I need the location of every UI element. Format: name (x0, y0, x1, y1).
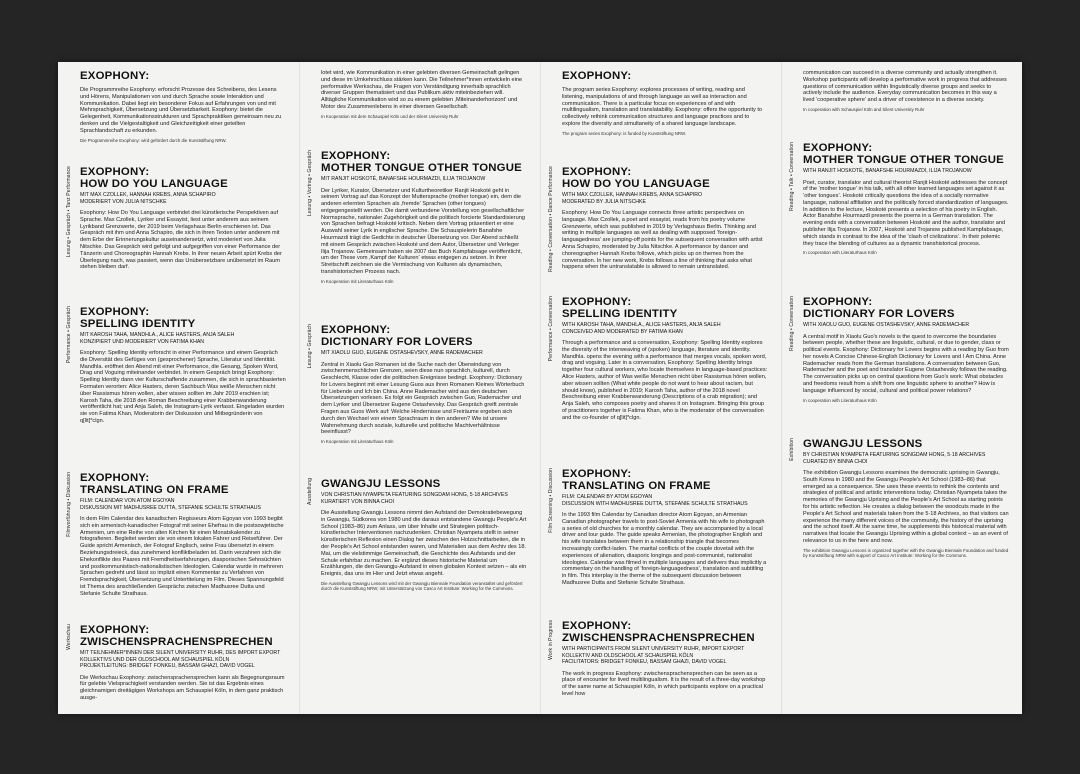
section-title: EXOPHONY: SPELLING IDENTITY (562, 296, 678, 320)
section-translating-on-frame (66, 472, 286, 620)
section-translating-on-frame (548, 468, 768, 616)
section-body: The exhibition Gwangju Lessons examines the democratic uprising in Gwangju, South Korea in 1980 and the Gwangju People's Art School (1983–86) that emerged as a consequence. She uses these events to rethink the contents and strategies of political and artistic interventions today. Christian Nyampeta takes the memories of the Gwangju Uprising and the People's Art School as starting points for his artistic reflection. He creates a dialog between the woodcuts made in the People's Art School and materials taken from the 5·18 Archives, so that visitors can experience the many different voices of the community, the history of the uprising and the school itself. At the same time, he supplements this historical material with narratives that locate the Gwangju Uprising within a global context – as an event of relevance to us in the here and now. (803, 470, 1009, 544)
section-tag: Reading • Conversation • Dance Performance (548, 166, 554, 272)
section-tag: Film Screening • Discussion (548, 468, 554, 533)
section-note: Die Programmreihe Exophony: wird gefördert durch die Kunststiftung NRW. (80, 137, 227, 143)
section-dictionary-for-lovers (789, 296, 1009, 434)
section-body: Der Lyriker, Kurator, Übersetzer und Kulturtheoretiker Ranjit Hoskoté geht in seinem Vortrag auf das Konzept der Muttersprache (mother tongue) ein, dem die anderen erlernten Sprachen als ‚fremde‘ Sprachen (other tongues) entgegengestellt werden. Die damit verbundene Vorstellung von gesellschaftlicher Normsprache, nationaler Zugehörigkeit und die politisch forcierte Standardisierung von Sprachen befragt Hoskoté kritisch. Neben dem Vortrag präsentiert er eine Auswahl seiner Lyrik in englischer Sprache. Die Schauspielerin Banafshe Hourmazdi trägt die Gedichte in deutscher Übersetzung vor. Der Abend schließt mit einem Gespräch zwischen Hoskoté und dem Autor, Übersetzer und Verleger Ilija Trojanow. Gemeinsam haben sie 2007 das Buch Kampfabsage veröffentlicht, um der These vom ‚Kampf der Kulturen‘ etwas entgegen zu setzen. In ihrer Streitschrift zeichnen sie die Vermischung von Kulturen als dynamischen, transhistorischen Prozess nach. (321, 187, 525, 276)
section-tag: Lesung • Gespräch (307, 324, 313, 369)
section-credit: MIT KAROSH TAHA, MANDHLA., ALICE HASTERS, ANJA SALEH KONZIPIERT UND MODERIERT VON FATIMA KHAN (80, 332, 235, 345)
section-note: In Kooperation mit Literaturhaus Köln (321, 439, 394, 445)
section-mother-tongue (789, 142, 1009, 292)
section-dictionary-for-lovers (307, 324, 527, 470)
section-credit: MIT RANJIT HOSKOTÉ, BANAFSHE HOURMAZDI, ILIJA TROJANOW (321, 176, 486, 182)
section-tag: Reading • Talk • Conversation (789, 142, 795, 211)
section-tag: Filmvorführung • Diskussion (66, 472, 72, 537)
section-body: The work in progress Exophony: zwischensprachensprechen can be seen as a place of encounter for lived multilingualism. It is the result of a three-day workshop of the same name at Schauspiel Köln, in which participants explore on a practical level how (562, 670, 766, 697)
section-body: Zentral in Xiaolu Guo Romanen ist die Suche nach der Überwindung von zwischenmenschlichen Grenzen, seien diese nun sprachlich, kulturell, durch Geschlecht, Klasse oder die politischen Ereignisse bedingt. Exophony: Dictionary for Lovers beginnt mit einer Lesung Guos aus ihren Romanen Kleines Wörterbuch für Liebende und Ich bin China. Anne Rademacher wird aus den deutschen Übersetzungen vorlesen. Es folgt ein Gespräch zwischen Guo, Rademacher und dem Lyriker und Übersetzer Eugene Ostashevsky. Das Gespräch greift zentrale Fragen aus Guos Werk auf: Welche Hindernisse und Freiräume ergeben sich durch den Wechsel von einem Sprachraum in den anderen? Wie ist unsere Wahrnehmung durch soziale, kulturelle und politische Machtverhältnisse beeinflusst? (321, 361, 525, 436)
section-body: The program series Exophony: explores processes of writing, reading and listening, manipulations of and through language as well as interaction and communication. There is a particular focus on experiences of and with multilingualism, translation and translatability. Exophony: offers the opportunity to collectively rethink communication structures and language practices and to explore the diversity and simultaneity of a shared language landscape. (562, 87, 763, 127)
panel-german-1 (64, 70, 292, 710)
section-body: Die Werkschau Exophony: zwischensprachensprechen kann als Begegnungsraum für gelebte Vielsprachigkeit verstanden werden. Sie ist das Ergebnis eines gleichnamigen dreitägigen Workshops am Schauspiel Köln, in dem ganz praktisch ausge- (80, 674, 285, 701)
fold-line (540, 62, 541, 714)
section-title: EXOPHONY: HOW DO YOU LANGUAGE (80, 166, 228, 190)
section-mother-tongue (307, 150, 527, 320)
section-body: communication can succeed in a diverse community and actually strengthen it. Workshop participants will develop a performative work in progress that addresses questions of communication within linguistically diverse groups and seeks to actively include the audience. Everyday communication becomes in this way a lived ‘cooperative sphere’ and a driver of coexistence in a diverse society. (803, 70, 1007, 104)
section-body: Poet, curator, translator and cultural theorist Ranjit Hoskoté addresses the concept of the ‘mother tongue’ in his talk, with all other learned languages set against it as ‘other tongues’. Hoskoté critically questions the idea of a socially normative language, national affiliation and the politically forced standardization of languages. In addition to the lecture, Hoskoté presents a selection of his poetry in English. Actor Banafshe Hourmazdi presents the poems in a German translation. The evening ends with a conversation between Hoskoté and the author, translator and publisher Ilija Trojanow. In 2007, Hoskoté and Trojanow published Kampfabsage, which stands in contrast to the idea of the ‘clash of civilizations’. In their polemic they trace the blending of cultures as a dynamic transhistorical process. (803, 179, 1009, 247)
section-tag: Reading • Conversation (789, 296, 795, 351)
panel-english-2 (787, 70, 1015, 710)
section-credit: MIT MAX CZOLLEK, HANNAH KREBS, ANNA SCHAPIRO MODERIERT VON JULIA NITSCHKE (80, 192, 216, 205)
section-note: In Kooperation mit Literaturhaus Köln (321, 278, 394, 284)
section-title: EXOPHONY: (562, 70, 632, 82)
section-title: GWANGJU LESSONS (321, 478, 441, 490)
fold-line (299, 62, 300, 714)
section-credit: MIT TEILNEHMER*INNEN DER SILENT UNIVERSITY RUHR, DES IMPORT EXPORT KOLLEKTIVS UND DER OLDSCHOOL AM SCHAUSPIEL KÖLN PROJEKTLEITUNG: BRIDGET FONKEU, BASSAM GHAZI, DAVID VOGEL (80, 650, 281, 669)
section-title: EXOPHONY: (80, 70, 150, 82)
section-body: Through a performance and a conversation, Exophony: Spelling Identity explores the diversity of the interweaving of (spoken) language, literature and identity. Mandhla. opens the evening with a performance that merges vocals, spoken word, drag and voguing. Later in a conversation, Exophony: Spelling Identity brings together four cultural workers, who locate themselves in language-based practices: Alice Hasters, author of Was weiße Menschen nicht über Rassismus hören wollen, aber wissen sollten (What white people do not want to hear about racism, but should know), published in 2019; Karosh Taha, author of the 2018 novel Beschreibung einer Krabbenwanderung (Descriptions of a crab migration); and Anja Saleh, who composes poetry and shares it on Instagram. Bringing this group of practitioners together is Fatima Khan, who is the moderator of the conversation and the co-founder of q[lit]*clgn. (562, 340, 768, 421)
panel-german-2 (305, 70, 533, 710)
section-credit: FILM: CALENDAR BY ATOM EGOYAN DISCUSSION WITH MADHUSREE DUTTA, STEFANIE SCHULTE STRATHAUS (562, 494, 748, 507)
section-credit: BY CHRISTIAN NYAMPETA FEATURING SONGDAM HONG, 5·18 ARCHIVES CURATED BY BINNA CHOI (803, 452, 986, 465)
section-body: lotet wird, wie Kommunikation in einer gelebten diversen Gemeinschaft gelingen und diese im Umkehrschluss stärken kann. Die Teilnehmer*innen entwickeln eine performative Werkschau, die Fragen von Verständigung innerhalb sprachlich diverser Gruppen thematisiert und das Publikum aktiv miteinbeziehen will. Alltägliche Kommunikation wird so zu einem gelebten ‚Miteinanderhorizont‘ und Motor des Zusammenlebens in einer diversen Gesellschaft. (321, 70, 523, 110)
section-title: EXOPHONY: DICTIONARY FOR LOVERS (321, 324, 473, 348)
section-body: In the 1993 film Calendar by Canadian director Atom Egoyan, an Armenian Canadian photographer travels to post-Soviet Armenia with his wife to photograph a series of old churches for a monthly calendar. They are accompanied by a local driver and tour guide. The guide speaks Armenian, the photographer English and his wife translates between them in a relationship triangle that becomes increasingly conflict-laden. The marital conflicts of the couple dovetail with the experiences of alienation, diasporic longings and post-communist, nationalist ideologies. Calendar was filmed in multiple languages and delivers thus implicitly a commentary on the handling of ‘foreign-languagedness’, translation and subtitling in film. This interplay is the theme of the subsequent discussion between Madhusree Dutta and Stefanie Schulte Strathaus. (562, 512, 767, 586)
section-tag: Exhibition (789, 438, 795, 461)
section-credit: WITH XIAOLU GUO, EUGENE OSTASHEVSKY, ANNE RADEMACHER (803, 322, 970, 328)
section-tag: Work in Progress (548, 620, 554, 660)
section-exophony-intro (80, 70, 286, 162)
section-body: Die Ausstellung Gwangju Lessons nimmt den Aufstand der Demokratiebewegung in Gwangju, Südkorea von 1980 und die daraus entstandene Gwangju People's Art School (1983–86) zum Anlass, um über Inhalte und Strategien politisch-künstlerischer Interventionen nachzudenken. Christian Nyampeta stellt in seiner künstlerischen Reflexion einen Dialog her zwischen den Holzschnittarbeiten, die in der People's Art School entstanden waren, und Materialien aus dem Archiv des 18. Mai, um die vielstimmige Gemeinschaft, die Geschichte des Aufstands und der Schule erfahrbar zu machen. Er ergänzt dieses historische Material um Erzählungen, die den Gwangju-Aufstand in einen globalen Kontext setzen – als ein Ereignis, das uns im Hier und Jetzt etwas angeht. (321, 510, 527, 578)
section-credit: WITH MAX CZOLLEK, HANNAH KREBS, ANNA SCHAPIRO MODERATED BY JULIA NITSCHKE (562, 192, 703, 205)
section-body: Exophony: How Do You Language connects three artistic perspectives on language. Max Czollek, a poet and essayist, reads from his poetry volume Grenzwerte, which was published in 2019 by Verlagshaus Berlin. Thinking and writing in multiple languages as well as dealing with supposed ‘foreign-languagedness’ are jumping-off points for the subsequent conversation with artist Anna Schapiro, moderated by Julia Nitschke. A performance by dancer and choreographer Hannah Krebs follows, which picks up on themes from the conversation. In her new work, Krebs follows a line of thinking that asks what happens when the untranslatable is allowed to remain untranslated. (562, 210, 763, 271)
section-title: EXOPHONY: HOW DO YOU LANGUAGE (562, 166, 710, 190)
section-body: In dem Film Calendar des kanadischen Regisseurs Atom Egoyan von 1993 begibt sich ein armenisch-kanadischer Fotograf mit seiner Ehefrau in die postsowjetische Armenien, um eine Reihe von alten Kirchen für einen Monatskalender zu fotografieren. Begleitet werden sie von einem lokalen Fahrer und Reiseführer. Der Guide spricht Armenisch, der Fotograf Englisch, seine Frau übersetzt in einem Beziehungsdreieck, das zunehmend konfliktbeladen ist. Darin verzahnen sich die Ehekonflikte des Paares mit Fremdheitserfahrungen, diasporischen Sehnsüchten und postkommunistisch-nationalistischen Ideologien. Calendar wurde in mehreren Sprachen gedreht und lässt so implizit einen Kommentar zu Verfahren von Fremdsprachigkeit, Übersetzung und Untertitelung im Film. Dieses Spannungsfeld ist Thema des anschließenden Gesprächs zwischen Madhusree Dutta und Stefanie Schulte Strathaus. (80, 516, 284, 597)
section-title: EXOPHONY: TRANSLATING ON FRAME (562, 468, 711, 492)
section-zwischensprachensprechen (548, 620, 768, 708)
section-title: EXOPHONY: TRANSLATING ON FRAME (80, 472, 229, 496)
section-body: A central motif in Xiaolu Guo's novels is the quest to overcome the boundaries between people, whether these are linguistic, cultural, or due to gender, class or political events. Exophony: Dictionary for Lovers begins with a reading by Guo from her novels A Concise Chinese-English Dictionary for Lovers and I Am China. Anne Rademacher reads from the German translations. A conversation between Guo, Rademacher and the poet and translator Eugene Ostashevsky follows the reading. The conversation picks up on central questions from Guo's work: What obstacles and freedoms result from a shift from one linguistic sphere to another? How is language influenced by social, cultural and political power relations? (803, 333, 1009, 394)
section-note: The program series Exophony: is funded by Kunststiftung NRW. (562, 130, 687, 136)
section-note: In cooperation with Literaturhaus Köln (803, 250, 877, 256)
section-title: EXOPHONY: MOTHER TONGUE OTHER TONGUE (803, 142, 1004, 166)
section-continued (321, 70, 527, 144)
section-body: Exophony: How Do You Language verbindet drei künstlerische Perspektiven auf Sprache. Max Czollek, Lyriker und Essayist, liest unter anderem aus seinem Lyrikband Grenzwerte, der 2019 beim Verlagshaus Berlin erschienen ist. Das Gespräch mit ihm und Anna Schapiro, die sich in ihren Texten unter anderem mit dem Erbe der Erinnerungskultur auseinandersetzt, wird moderiert von Julia Nitschke. Das Gespräch wird gefolgt und aufgegriffen von einer Performance der Tänzerin und Choreographin Hannah Krebs. In ihrer neuen Arbeit spürt Krebs der Überlegung nach, was passiert, wenn das Unübersetzbare unübersetzt im Raum stehen bleiben darf. (80, 210, 282, 271)
section-title: EXOPHONY: SPELLING IDENTITY (80, 306, 196, 330)
section-credit: WITH PARTICIPANTS FROM SILENT UNIVERSITY RUHR, IMPORT EXPORT KOLLEKTIV AND OLDSCHOOL AT SCHAUSPIEL KÖLN FACILITATORS: BRIDGET FONKEU, BASSAM GHAZI, DAVID VOGEL (562, 646, 745, 665)
section-tag: Lesung • Vortrag • Gespräch (307, 150, 313, 216)
section-tag: Performance • Conversation (548, 296, 554, 362)
section-title: EXOPHONY: DICTIONARY FOR LOVERS (803, 296, 955, 320)
section-note: In Kooperation mit dem Schauspiel Köln und der Silent University Ruhr (321, 113, 459, 119)
section-title: EXOPHONY: MOTHER TONGUE OTHER TONGUE (321, 150, 522, 174)
section-title: EXOPHONY: ZWISCHENSPRACHENSPRECHEN (80, 624, 273, 648)
section-tag: Lesung • Gespräch • Tanz Performance (66, 166, 72, 258)
section-exophony-intro (562, 70, 768, 162)
section-continued (803, 70, 1009, 136)
section-how-do-you-language (548, 166, 768, 292)
section-title: EXOPHONY: ZWISCHENSPRACHENSPRECHEN (562, 620, 755, 644)
section-title: GWANGJU LESSONS (803, 438, 923, 450)
section-tag: Performance • Gespräch (66, 306, 72, 364)
section-credit: WITH RANJIT HOSKOTÉ, BANAFSHE HOURMAZDI, ILIJA TROJANOW (803, 168, 972, 174)
section-zwischensprachensprechen (66, 624, 286, 708)
section-note: Die Ausstellung Gwangju Lessons wird mit der Gwangju Biennale Foundation veranstaltet und gefördert durch die Kunststiftung NRW; mit Unterstützung von Casco Art Institute: Working for the Commons. (321, 580, 523, 592)
section-credit: VON CHRISTIAN NYAMPETA FEATURING SONGDAM HONG, 5·18 ARCHIVES KURATIERT VON BINNA CHOI (321, 492, 508, 505)
section-tag: Ausstellung (307, 478, 313, 505)
section-credit: FILM: CALENDAR VON ATOM EGOYAN DISKUSSION MIT MADHUSREE DUTTA, STEFANIE SCHULTE STRATHAUS (80, 498, 261, 511)
section-body: Exophony: Spelling Identity erforscht in einer Performance und einem Gespräch die Diversität des Gefüges von (gesprochener) Sprache, Literatur und Identität. Mandhla. eröffnet den Abend mit einer Performance, die Gesang, Spoken Word, Drag und Voguing miteinander verbindet. In einem Gespräch bringt Exophony: Spelling Identity dann vier Kulturschaffende zusammen, die sich in sprachbasierten Formaten verorten: Alice Hasters, deren Sachbuch Was weiße Menschen nicht über Rassismus hören wollen, aber wissen sollten im Jahr 2019 erschien ist; Karosh Taha, die 2018 den Roman Beschreibung einer Krabbenwanderung veröffentlicht hat; und Anja Saleh, die Instagram-Lyrik verfasst. Eingeladen wurden sie von Fatima Khan, Moderatorin der Diskussion und Mitbegründerin von q[lit]*clgn. (80, 350, 286, 424)
section-gwangju-lessons (307, 478, 527, 708)
section-tag: Werkschau (66, 624, 72, 650)
section-body: Die Programmreihe Exophony: erforscht Prozesse des Schreibens, des Lesens und Hörens, Manipulationen von und durch Sprache sowie Interaktion und Kommunikation. Dabei liegt ein besonderer Fokus auf Erfahrungen von und mit Mehrsprachigkeit, Übersetzung und Übersetzbarkeit. Exophony: bietet die Gelegenheit, Kommunikationsstrukturen und Sprachpraktiken gemeinsam neu zu denken und die Vielgestaltigkeit und Gleichzeitigkeit einer geteilten Sprachlandschaft zu erkunden. (80, 87, 282, 134)
brochure-sheet (58, 62, 1022, 714)
section-spelling-identity (548, 296, 768, 464)
section-note: In cooperation with Schauspiel Köln and Silent University Ruhr (803, 106, 925, 112)
fold-line (781, 62, 782, 714)
section-credit: WITH KAROSH TAHA, MANDHLA., ALICE HASTERS, ANJA SALEH CONCEIVED AND MODERATED BY FATIMA KHAN (562, 322, 721, 335)
section-how-do-you-language (66, 166, 286, 302)
section-gwangju-lessons (789, 438, 1009, 708)
panel-english-1 (546, 70, 774, 710)
section-spelling-identity (66, 306, 286, 468)
section-note: The exhibition Gwangju Lessons is organized together with the Gwangju Biennale Foundation and funded by Kunststiftung NRW with support of Casco Art Institute: Working for the Commons. (803, 547, 1009, 559)
section-note: In cooperation with Literaturhaus Köln (803, 397, 877, 403)
section-credit: MIT XIAOLU GUO, EUGENE OSTASHEVSKY, ANNE RADEMACHER (321, 350, 483, 356)
